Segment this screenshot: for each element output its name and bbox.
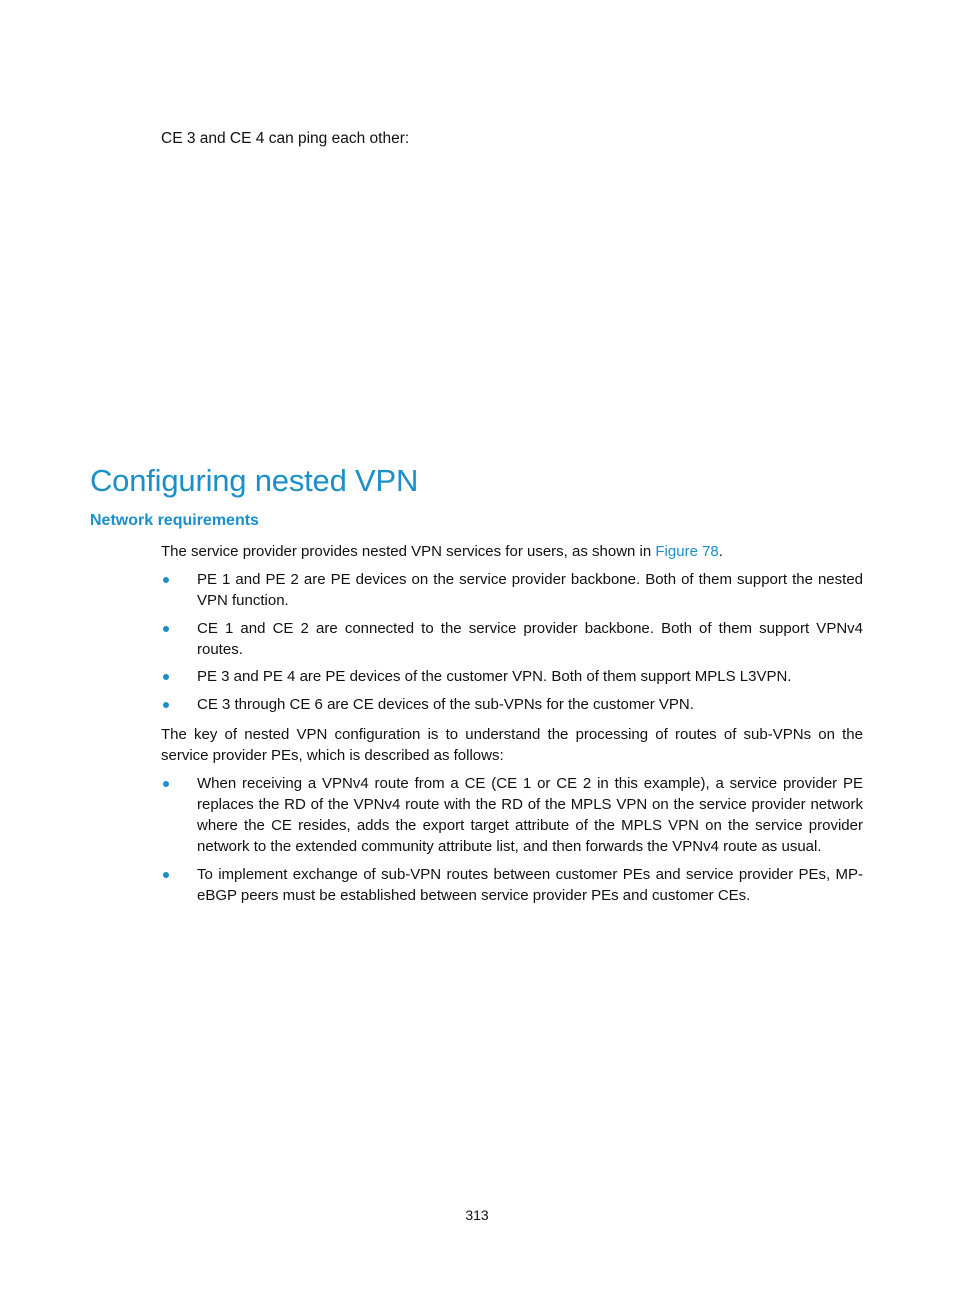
figure-link[interactable]: Figure 78 xyxy=(655,543,719,560)
list-item-text: To implement exchange of sub-VPN routes between customer PEs and service provider PEs, MP-eBGP peers must be established between service provider PEs and customer CEs. xyxy=(197,866,863,904)
subsection-title: Network requirements xyxy=(90,512,259,529)
bullet-icon xyxy=(163,577,169,583)
bullet-icon xyxy=(163,626,169,632)
list-item xyxy=(161,618,863,660)
list-item-text: CE 1 and CE 2 are connected to the service provider backbone. Both of them support VPNv4 routes. xyxy=(197,620,863,658)
bullet-icon xyxy=(163,702,169,708)
bullet-icon xyxy=(163,674,169,680)
intro-paragraph xyxy=(161,541,863,562)
list-item-text: CE 3 through CE 6 are CE devices of the sub-VPNs for the customer VPN. xyxy=(197,696,694,713)
list-item xyxy=(161,773,863,857)
paragraph-text: The service provider provides nested VPN services for users, as shown in xyxy=(161,543,656,560)
list-item xyxy=(161,666,863,687)
intro-text: CE 3 and CE 4 can ping each other: xyxy=(161,130,410,147)
page-number: 313 xyxy=(465,1207,489,1223)
paragraph-end: . xyxy=(718,543,723,560)
bullet-icon xyxy=(163,781,169,787)
list-item-text: When receiving a VPNv4 route from a CE (CE 1 or CE 2 in this example), a service provider PE replaces the RD of the VPNv4 route with the RD of the MPLS VPN on the service provider network where the CE resides, adds the export target attribute of the MPLS VPN on the service provider network to the extended community attribute list, and then forwards the VPNv4 route as usual. xyxy=(197,775,863,855)
list-item xyxy=(161,569,863,611)
key-paragraph: The key of nested VPN configuration is to understand the processing of routes of sub-VPNs on the service provider PEs, which is described as follows: xyxy=(161,726,863,764)
section-title: Configuring nested VPN xyxy=(90,463,419,498)
list-item-text: PE 1 and PE 2 are PE devices on the service provider backbone. Both of them support the nested VPN function. xyxy=(197,571,863,609)
bullet-icon xyxy=(163,872,169,878)
list-item xyxy=(161,694,863,715)
list-item xyxy=(161,864,863,906)
list-item-text: PE 3 and PE 4 are PE devices of the customer VPN. Both of them support MPLS L3VPN. xyxy=(197,668,792,685)
